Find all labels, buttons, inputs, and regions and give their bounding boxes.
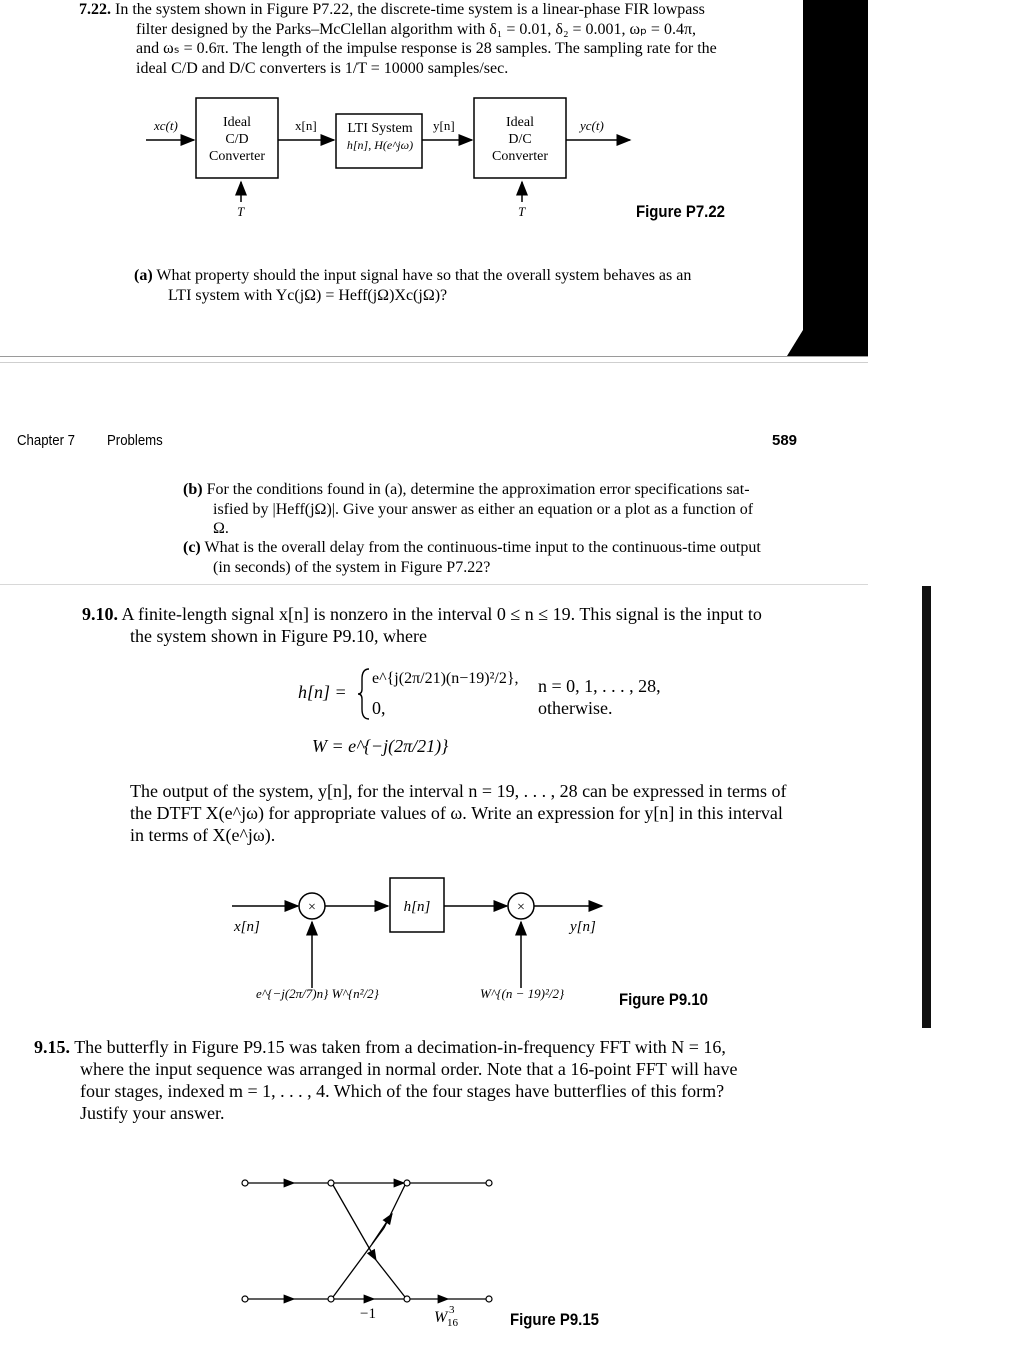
multiply-icon: × (308, 900, 316, 915)
box-label: D/C (508, 132, 532, 147)
problem-line: and ωₛ = 0.6π. The length of the impulse response is 28 samples. The sampling rate for the (136, 40, 717, 57)
problem-line: In the system shown in Figure P7.22, the discrete-time system is a linear-phase FIR lowpass (115, 1, 705, 18)
part-line: What property should the input signal have so that the overall system behaves as an (156, 267, 692, 284)
problem-line: The butterfly in Figure P9.15 was taken from a decimation-in-frequency FFT with N = 16, (74, 1037, 726, 1057)
problem-9-15 (34, 1036, 814, 1124)
scan-edge-bar (803, 0, 868, 336)
node (486, 1296, 492, 1302)
input-label: xc(t) (154, 118, 178, 133)
cross-branch (384, 1185, 405, 1228)
problem-line: where the input sequence was arranged in normal order. Note that a 16-point FFT will have (80, 1059, 738, 1079)
problem-line: Justify your answer. (80, 1103, 225, 1123)
brace (357, 667, 371, 721)
part-line: Ω. (213, 520, 229, 537)
box-label: h[n], H(e^jω) (346, 138, 414, 152)
part-line: What is the overall delay from the continuous-time input to the continuous-time output (204, 539, 761, 556)
y-label: y[n] (433, 118, 455, 133)
multiply-icon: × (517, 900, 525, 915)
problem-7-22 (79, 0, 779, 78)
problem-line: four stages, indexed m = 1, . . . , 4. Which of the four stages have butterflies of this form? (80, 1081, 725, 1101)
figure-caption: Figure P9.15 (510, 1310, 599, 1329)
input-label: x[n] (234, 919, 260, 935)
node (242, 1180, 248, 1186)
problem-number: 7.22. (79, 1, 111, 18)
part-line: (in seconds) of the system in Figure P7.22? (213, 558, 491, 576)
node (486, 1180, 492, 1186)
problem-line: ideal C/D and D/C converters is 1/T = 10000 samples/sec. (136, 59, 509, 77)
cross-branch (376, 1260, 405, 1297)
part-a (134, 266, 784, 305)
cross-branch (333, 1185, 376, 1260)
t-label: T (237, 204, 245, 219)
part-line: LTI system with Yc(jΩ) = Heff(jΩ)Xc(jΩ)? (168, 286, 448, 304)
minus-one-label: −1 (360, 1306, 376, 1322)
t-label: T (518, 204, 526, 219)
mult1-label: e^{−j(2π/7)n} W^{n²/2} (256, 986, 379, 1001)
box-label: Converter (492, 149, 548, 164)
eq-w: W = e^{−j(2π/21)} (312, 736, 449, 756)
box-label: Converter (209, 149, 265, 164)
problem-line: the system shown in Figure P9.10, where (130, 626, 427, 646)
eq-case2-cond: otherwise. (538, 698, 613, 718)
eq-case1-cond: n = 0, 1, . . . , 28, (538, 676, 661, 696)
problem-9-10-body (130, 780, 860, 846)
eq-case1: e^{j(2π/21)(n−19)²/2}, (372, 670, 519, 687)
divider (0, 356, 868, 357)
box-label: Ideal (506, 115, 534, 130)
problem-line: The output of the system, y[n], for the interval n = 19, . . . , 28 can be expressed in terms of (130, 781, 787, 801)
page-number: 589 (772, 432, 798, 449)
box-label: Ideal (223, 115, 251, 130)
part-b (183, 480, 823, 539)
part-label: (b) (183, 481, 203, 498)
problem-line: the DTFT X(e^jω) for appropriate values of ω. Write an expression for y[n] in this interval (130, 803, 783, 823)
problem-line: A finite-length signal x[n] is nonzero in the interval 0 ≤ n ≤ 19. This signal is the input to (121, 604, 762, 624)
problem-line: in terms of X(e^jω). (130, 825, 276, 845)
scan-edge-bar (922, 586, 931, 1028)
problem-9-10 (82, 603, 852, 647)
figure-caption: Figure P7.22 (636, 202, 725, 221)
twiddle-label: W (434, 1309, 448, 1326)
part-label: (a) (134, 267, 153, 284)
box-label: LTI System (347, 121, 413, 136)
x-label: x[n] (295, 118, 317, 133)
node (242, 1296, 248, 1302)
h-label: h[n] (403, 899, 431, 915)
scan-edge-foot (787, 330, 869, 358)
part-line: isfied by |Heff(jΩ)|. Give your answer as either an equation or a plot as a function of (213, 500, 754, 518)
divider (0, 584, 868, 585)
output-label: yc(t) (580, 118, 604, 133)
part-label: (c) (183, 539, 201, 556)
figure-p9-15-butterfly (236, 1170, 506, 1330)
equation-lhs: h[n] = (298, 682, 347, 702)
problem-line: filter designed by the Parks–McClellan algorithm with δ₁ = 0.01, δ₂ = 0.001, ωₚ = 0.4π, (136, 20, 697, 38)
mult2-label: W^{(n − 19)²/2} (480, 986, 565, 1001)
output-label: y[n] (570, 919, 596, 935)
problem-number: 9.10. (82, 604, 118, 624)
figure-caption: Figure P9.10 (619, 990, 708, 1009)
twiddle-sup: 3 (449, 1304, 455, 1316)
running-head-chapter: Chapter 7 (17, 432, 75, 449)
eq-case2: 0, (372, 698, 386, 718)
twiddle-sub: 16 (447, 1317, 458, 1329)
running-head-section: Problems (107, 432, 163, 449)
divider (0, 362, 868, 363)
box-label: C/D (225, 132, 249, 147)
part-line: For the conditions found in (a), determine the approximation error specifications sat- (206, 481, 750, 498)
problem-number: 9.15. (34, 1037, 70, 1057)
part-c (183, 538, 823, 577)
